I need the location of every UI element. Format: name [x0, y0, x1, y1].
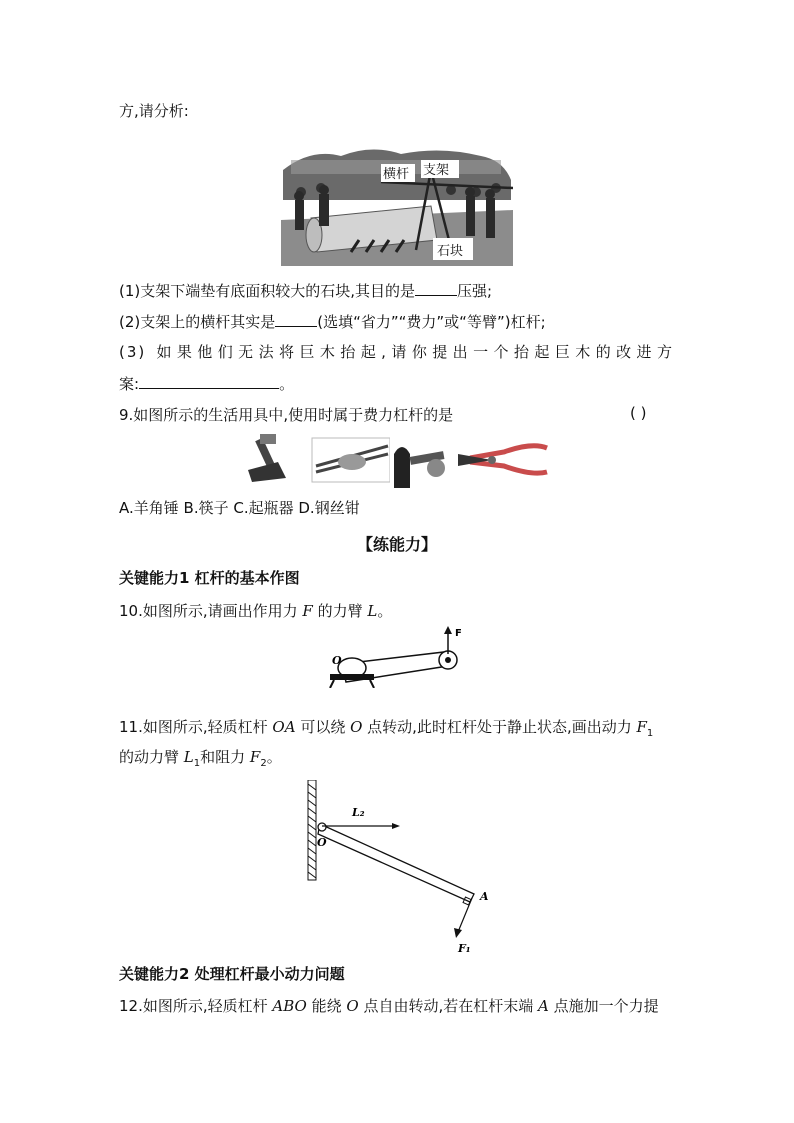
q11-sub-l1: 1: [193, 758, 201, 769]
q8-part1: [119, 279, 492, 302]
q11-text-4: 的动力臂: [119, 748, 184, 766]
q11-sub-2: 2: [260, 758, 267, 769]
fig-label-F1: F₁: [458, 942, 471, 955]
q12-var-ABO: ABO: [272, 997, 307, 1015]
q11-line1: [119, 716, 653, 745]
q10-text-3: 。: [377, 602, 393, 620]
pliers-icon: [458, 446, 547, 473]
q8-part3-end: 。: [279, 375, 295, 393]
q11-text-2: 可以绕: [295, 718, 351, 736]
q12-text-3: 点自由转动,若在杠杆末端: [358, 997, 539, 1015]
q8-part2-text: (2)支架上的横杆其实是: [119, 313, 276, 331]
bottle-opener-icon: [390, 432, 450, 488]
q12-stem: [119, 995, 659, 1017]
q9-options: A.羊角锤 B.筷子 C.起瓶器 D.钢丝钳: [119, 499, 360, 517]
fig-label-A: A: [480, 890, 489, 903]
q8-part3-line1: (3) 如果他们无法将巨木抬起,请你提出一个抬起巨木的改进方: [119, 343, 674, 361]
photo-label-crossbar: 横杆: [383, 167, 410, 182]
q12-var-A: A: [538, 997, 549, 1015]
q11-var-F2: F: [249, 748, 261, 766]
answer-blank-2[interactable]: [275, 310, 317, 327]
q10-var-L: L: [367, 602, 378, 620]
ability-heading-1: 关键能力1 杠杆的基本作图: [119, 569, 300, 587]
hammer-icon: [248, 434, 286, 482]
q11-var-F1: F: [636, 718, 647, 736]
q8-part2-end: (选填“省力”“费力”或“等臂”)杠杆;: [317, 313, 546, 331]
q11-figure: [300, 780, 500, 956]
section-title: 【练能力】: [356, 535, 437, 554]
fig-label-O-11: O: [317, 836, 327, 849]
answer-blank-1[interactable]: [415, 279, 457, 296]
answer-blank-3[interactable]: [139, 372, 279, 389]
q8-photo: [281, 140, 513, 266]
q8-part3-label: 案:: [119, 375, 140, 393]
q9-stem: 9.如图所示的生活用具中,使用时属于费力杠杆的是: [119, 406, 454, 424]
fig-label-L2: L₂: [352, 806, 365, 819]
q8-intro: 方,请分析:: [119, 102, 189, 120]
ability-heading-2: 关键能力2 处理杠杆最小动力问题: [119, 965, 345, 983]
q11-text-1: 11.如图所示,轻质杠杆: [119, 718, 273, 736]
q8-part2: [119, 310, 546, 333]
q10-stem: [119, 600, 392, 622]
q9-answer-bracket[interactable]: ( ): [630, 404, 647, 422]
q11-line2: [119, 746, 282, 775]
q12-var-O: O: [346, 997, 359, 1015]
chopsticks-icon: [312, 438, 390, 482]
q11-text-3: 点转动,此时杠杆处于静止状态,画出动力: [362, 718, 637, 736]
q11-var-OA: OA: [272, 718, 296, 736]
q8-part1-end: 压强;: [457, 282, 493, 300]
photo-label-support: 支架: [423, 163, 450, 178]
q8-part3-line2: [119, 372, 294, 395]
q11-text-5: 和阻力: [200, 748, 250, 766]
q11-var-O: O: [350, 718, 363, 736]
q11-sub-1: 1: [646, 728, 654, 739]
q9-tools-figure: [242, 432, 552, 488]
q10-var-F: F: [302, 602, 313, 620]
q10-text-2: 的力臂: [312, 602, 368, 620]
q10-text-1: 10.如图所示,请画出作用力: [119, 602, 303, 620]
photo-label-stone: 石块: [437, 244, 464, 259]
fig-label-F: F: [455, 628, 462, 639]
q10-figure: [320, 624, 470, 688]
q12-text-2: 能绕: [306, 997, 347, 1015]
q11-text-6: 。: [266, 748, 282, 766]
fig-label-O: O: [332, 654, 342, 667]
q11-var-L1: L: [183, 748, 194, 766]
q12-text-1: 12.如图所示,轻质杠杆: [119, 997, 273, 1015]
q8-part1-text: (1)支架下端垫有底面积较大的石块,其目的是: [119, 282, 416, 300]
q12-text-4: 点施加一个力提: [548, 997, 659, 1015]
